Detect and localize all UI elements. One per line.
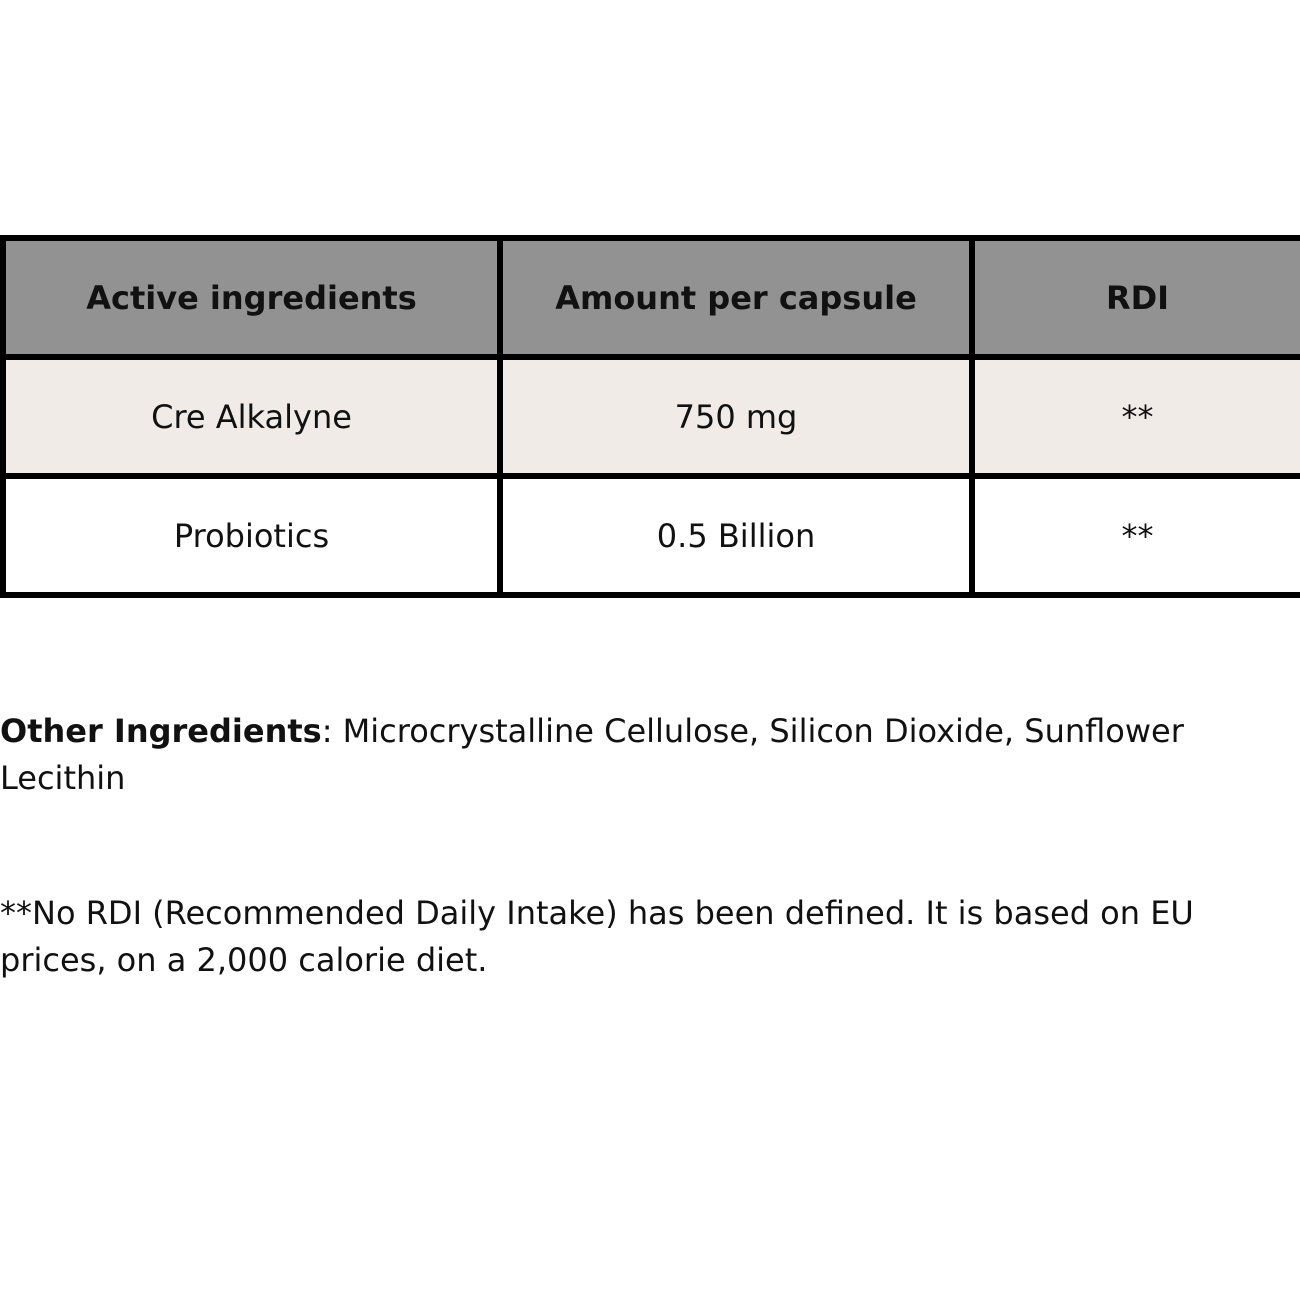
ingredient-rdi-cell: ** [972,476,1300,595]
ingredient-amount-cell: 750 mg [500,357,972,476]
header-amount-per-capsule: Amount per capsule [500,238,972,357]
table-row [3,357,1300,476]
ingredient-amount-cell: 0.5 Billion [500,476,972,595]
ingredient-rdi-cell: ** [972,357,1300,476]
other-ingredients-paragraph [0,708,1280,802]
header-rdi: RDI [972,238,1300,357]
table-header-row [3,238,1300,357]
ingredient-name-cell: Probiotics [3,476,500,595]
rdi-footnote: **No RDI (Recommended Daily Intake) has been defined. It is based on EU prices, on a 2,000 calorie diet. [0,894,1194,979]
ingredients-table [0,235,1300,598]
other-ingredients-separator: : [321,712,343,750]
header-active-ingredients: Active ingredients [3,238,500,357]
other-ingredients-label: Other Ingredients [0,712,322,750]
table-row [3,476,1300,595]
other-ingredients-text: Microcrystalline Cellulose, Silicon Dioxide, Sunflower Lecithin [0,712,1184,797]
ingredient-name-cell: Cre Alkalyne [3,357,500,476]
